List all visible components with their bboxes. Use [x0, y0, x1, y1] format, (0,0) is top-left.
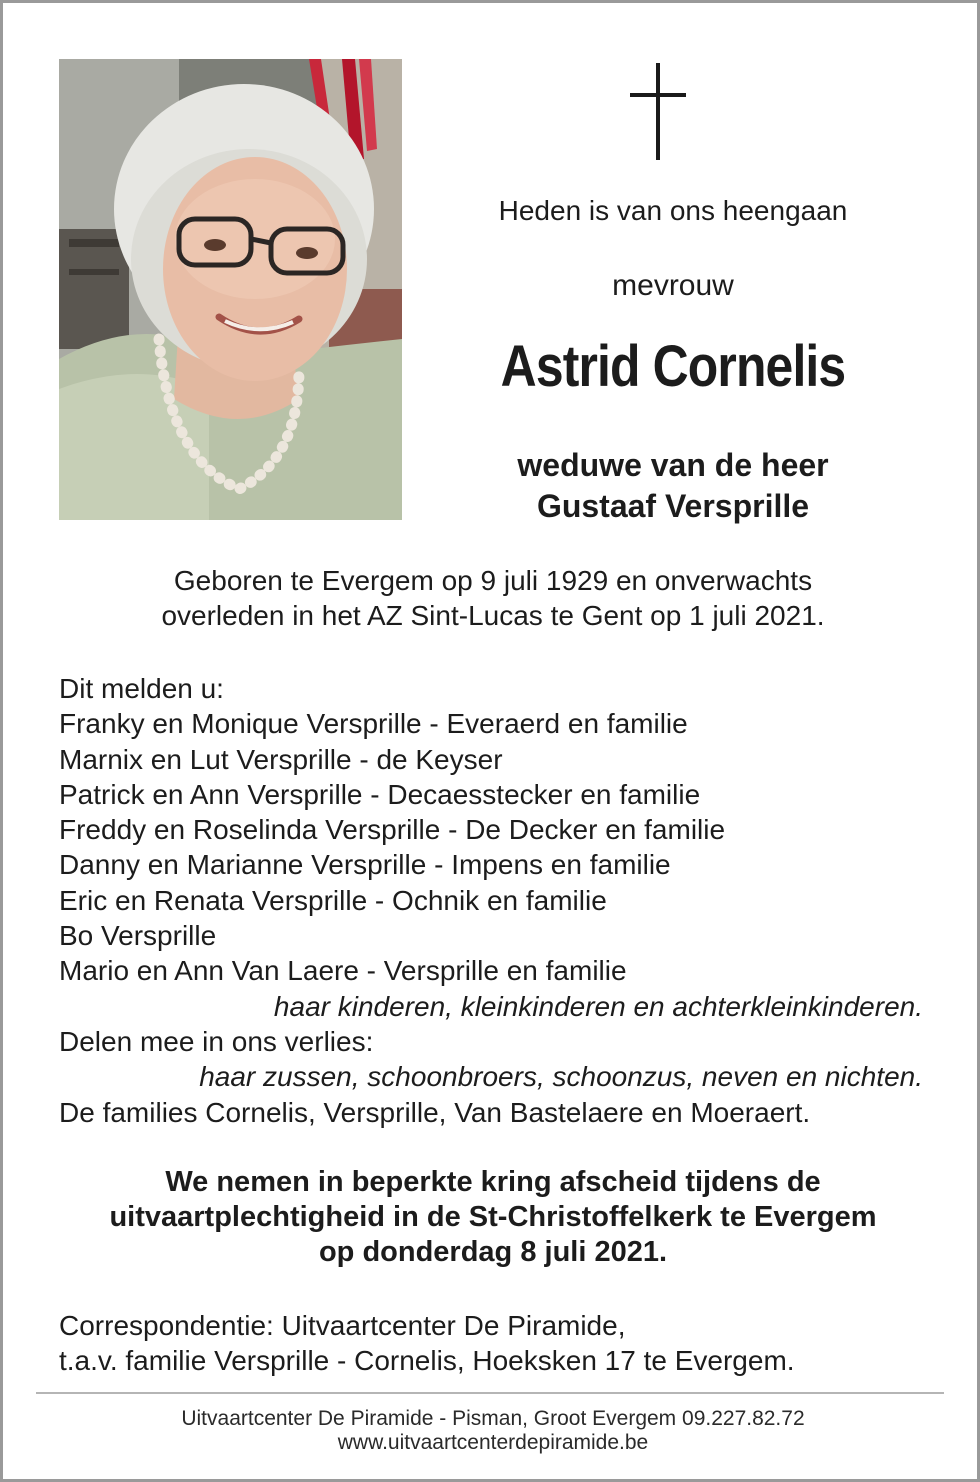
- family-line: Bo Versprille: [59, 920, 217, 952]
- portrait-photo: [59, 59, 402, 520]
- family-line: Patrick en Ann Versprille - Decaesstecker en familie: [59, 778, 701, 810]
- family-line: Freddy en Roselinda Versprille - De Decker en familie: [59, 814, 726, 846]
- spouse-info: [433, 445, 913, 527]
- footer: [59, 1407, 927, 1455]
- mourners-heading: Dit melden u:: [59, 673, 224, 704]
- intro-text: Heden is van ons heengaan: [498, 195, 848, 226]
- correspondence: [59, 1308, 927, 1378]
- ceremony-line-1: We nemen in beperkte kring afscheid tijdens de: [165, 1166, 821, 1198]
- born-line-1: Geboren te Evergem op 9 juli 1929 en onverwachts: [173, 565, 813, 596]
- family-line: Danny en Marianne Versprille - Impens en familie: [59, 849, 671, 881]
- share-heading: Delen mee in ons verlies:: [59, 1025, 374, 1057]
- ceremony-line-2: uitvaartplechtigheid in de St-Christoffelkerk te Evergem: [109, 1201, 877, 1233]
- birth-death-info: [59, 563, 927, 633]
- siblings-note: haar zussen, schoonbroers, schoonzus, neven en nichten.: [199, 1061, 923, 1093]
- deceased-name: Astrid Cornelis: [500, 334, 846, 399]
- ceremony-line-3: op donderdag 8 juli 2021.: [318, 1236, 668, 1268]
- honorific: mevrouw: [612, 269, 734, 302]
- family-line: Mario en Ann Van Laere - Versprille en familie: [59, 955, 627, 987]
- family-line: Eric en Renata Versprille - Ochnik en familie: [59, 884, 607, 916]
- website-link[interactable]: www.uitvaartcenterdepiramide.be: [337, 1431, 649, 1454]
- family-line: Marnix en Lut Versprille - de Keyser: [59, 743, 503, 775]
- family-line: Franky en Monique Versprille - Everaerd en familie: [59, 708, 688, 740]
- cross-icon: [630, 63, 686, 160]
- correspondence-line-2: t.a.v. familie Versprille - Cornelis, Hoeksken 17 te Evergem.: [59, 1345, 795, 1376]
- spouse-line-1: weduwe van de heer: [517, 447, 829, 483]
- children-note: haar kinderen, kleinkinderen en achterkleinkinderen.: [273, 990, 923, 1022]
- footer-divider: [36, 1392, 944, 1394]
- mourners-list: [59, 671, 923, 1130]
- funeral-home-info: Uitvaartcenter De Piramide - Pisman, Groot Evergem 09.227.82.72: [181, 1407, 805, 1430]
- born-line-2: overleden in het AZ Sint-Lucas te Gent op 1 juli 2021.: [161, 600, 825, 631]
- families-line: De families Cornelis, Versprille, Van Bastelaere en Moeraert.: [59, 1096, 811, 1128]
- ceremony-info: [59, 1165, 927, 1270]
- correspondence-line-1: Correspondentie: Uitvaartcenter De Piramide,: [59, 1310, 626, 1341]
- spouse-line-2: Gustaaf Versprille: [536, 488, 810, 524]
